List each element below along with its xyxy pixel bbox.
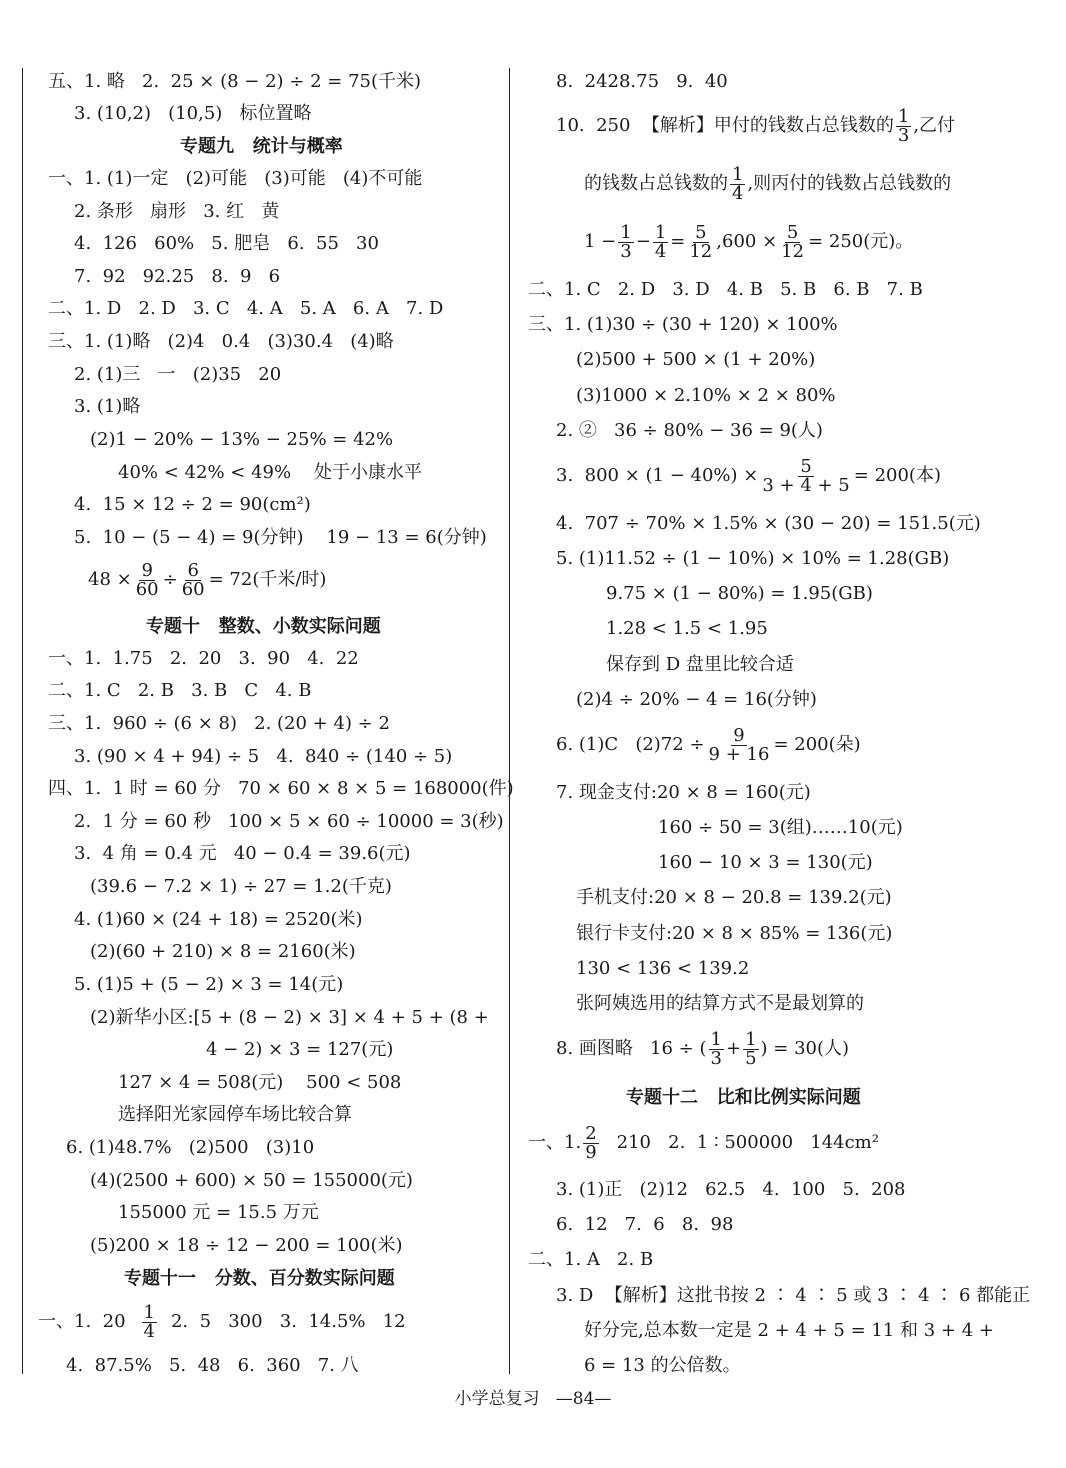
denominator: 3 + 4 + 5 [762, 474, 850, 496]
fraction [779, 221, 806, 262]
fraction [653, 221, 668, 262]
answer-line: 好分完,总本数一定是 2 + 4 + 5 = 11 和 3 + 4 + [584, 1320, 994, 1341]
numerator: 1 [745, 1028, 757, 1050]
answer-line: (2)1 − 20% − 13% − 25% = 42% [90, 429, 394, 450]
fraction [180, 559, 207, 600]
answer-line: (2)新华小区:[5 + (8 − 2) × 3] × 4 + 5 + (8 + [90, 1007, 489, 1028]
answer-line: 保存到 D 盘里比较合适 [606, 654, 794, 675]
formula-text: 3. 800 × (1 − 40%) × [556, 465, 759, 486]
denominator: 9 [585, 1141, 597, 1163]
page-footer: 小学总复习 —84— [454, 1389, 612, 1409]
formula-text: 10. 250 【解析】甲付的钱数占总钱数的 [556, 115, 894, 136]
formula-text: 210 2. 1 ∶ 500000 144cm² [616, 1132, 879, 1153]
fraction [134, 559, 161, 600]
numerator: 1 [897, 105, 910, 127]
answer-line: (5)200 × 18 ÷ 12 − 200 = 100(米) [90, 1235, 403, 1256]
answer-line: 7. 现金支付:20 × 8 = 160(元) [556, 782, 811, 803]
answer-line: 3. 4 角 = 0.4 元 40 − 0.4 = 39.6(元) [74, 843, 411, 864]
denominator: 60 [135, 578, 159, 600]
numerator: 1 [732, 163, 744, 185]
answer-line: 40% < 42% < 49% 处于小康水平 [118, 462, 422, 483]
denominator: 5 [745, 1047, 757, 1069]
formula-line [38, 1300, 406, 1344]
numerator: 1 [654, 221, 667, 243]
answer-line: 5. (1)5 + (5 − 2) × 3 = 14(元) [74, 974, 344, 995]
formula-line [556, 1027, 849, 1071]
numerator: 9 [141, 559, 153, 581]
formula-line [584, 220, 913, 264]
formula-text: ,600 × [716, 231, 778, 252]
numerator: 2 [585, 1122, 597, 1144]
answer-line: 4. 15 × 12 ÷ 2 = 90(cm²) [74, 494, 311, 515]
answer-line: 130 < 136 < 139.2 [576, 958, 750, 979]
fraction [743, 1028, 758, 1069]
formula-text: = 72(千米/时) [208, 569, 327, 590]
answer-line: 5. (1)11.52 ÷ (1 − 10%) × 10% = 1.28(GB) [556, 548, 950, 569]
answer-line: 张阿姨选用的结算方式不是最划算的 [576, 993, 864, 1014]
answer-line: 三、1. (1)略 (2)4 0.4 (3)30.4 (4)略 [48, 331, 394, 352]
fraction [730, 163, 745, 204]
numerator: 5 [800, 455, 812, 477]
formula-text: = 250(元)。 [808, 231, 914, 252]
answer-line: 二、1. C 2. D 3. D 4. B 5. B 6. B 7. B [528, 279, 923, 300]
formula-text: 一、1. [528, 1132, 582, 1153]
section-heading: 专题十 整数、小数实际问题 [146, 616, 381, 637]
formula-text: 的钱数占总钱数的 [584, 173, 728, 194]
formula-text: 1 − [584, 231, 617, 252]
fraction [707, 724, 772, 765]
numerator: 6 [187, 559, 199, 581]
denominator: 4 [654, 240, 667, 262]
formula-text: − [635, 231, 651, 252]
formula-text: + [725, 1038, 742, 1059]
answer-line: 4. 707 ÷ 70% × 1.5% × (30 − 20) = 151.5(元) [556, 513, 981, 534]
left-margin-rule [22, 68, 23, 1374]
numerator: 1 [710, 1028, 722, 1050]
denominator: 12 [781, 240, 805, 262]
answer-line: 2. (1)三 一 (2)35 20 [74, 364, 282, 385]
formula-text: ÷ [162, 569, 178, 590]
formula-text: 48 × [88, 569, 132, 590]
formula-line [584, 162, 951, 206]
answer-line: 5. 10 − (5 − 4) = 9(分钟) 19 − 13 = 6(分钟) [74, 527, 487, 548]
answer-line: 160 ÷ 50 = 3(组)……10(元) [658, 817, 903, 838]
answer-line: 6. (1)48.7% (2)500 (3)10 [66, 1137, 315, 1158]
answer-line: 3. (1)正 (2)12 62.5 4. 100 5. 208 [556, 1179, 906, 1200]
answer-line: 4 − 2) × 3 = 127(元) [206, 1039, 394, 1060]
formula-line [556, 723, 861, 767]
numerator: 5 [695, 221, 707, 243]
answer-line: 4. (1)60 × (24 + 18) = 2520(米) [74, 909, 363, 930]
answer-line: 3. D 【解析】这批书按 2 ∶ 4 ∶ 5 或 3 ∶ 4 ∶ 6 都能正 [556, 1285, 1031, 1306]
fraction [896, 105, 911, 146]
answer-line: 7. 92 92.25 8. 9 6 [74, 266, 281, 287]
answer-line: (39.6 − 7.2 × 1) ÷ 27 = 1.2(千克) [90, 876, 392, 897]
numerator: 1 [620, 221, 632, 243]
answer-line: 五、1. 略 2. 25 × (8 − 2) ÷ 2 = 75(千米) [48, 71, 422, 92]
denominator: 3 [620, 240, 632, 262]
fraction [142, 1301, 157, 1342]
answer-line: 三、1. 960 ÷ (6 × 8) 2. (20 + 4) ÷ 2 [48, 713, 390, 734]
denominator: 4 [732, 182, 744, 204]
formula-text: 2. 5 300 3. 14.5% 12 [170, 1311, 406, 1332]
answer-line: 二、1. A 2. B [528, 1249, 654, 1270]
answer-line: 160 − 10 × 3 = 130(元) [658, 852, 873, 873]
denominator: 3 [710, 1047, 722, 1069]
numerator: 5 [786, 221, 799, 243]
formula-text: ) = 30(人) [760, 1038, 850, 1059]
denominator: 12 [689, 240, 713, 262]
formula-text: = 200(朵) [773, 734, 861, 755]
answer-line: 一、1. 1.75 2. 20 3. 90 4. 22 [48, 648, 359, 669]
section-heading: 专题十一 分数、百分数实际问题 [124, 1268, 395, 1289]
formula-text: ,乙付 [913, 115, 956, 136]
formula-line [556, 104, 955, 148]
formula-text: = [670, 231, 686, 252]
answer-line: 选择阳光家园停车场比较合算 [118, 1104, 352, 1125]
answer-line: 银行卡支付:20 × 8 × 85% = 136(元) [576, 923, 893, 944]
formula-line [88, 558, 326, 602]
answer-line: (4)(2500 + 600) × 50 = 155000(元) [90, 1170, 413, 1191]
answer-line: 3. (90 × 4 + 94) ÷ 5 4. 840 ÷ (140 ÷ 5) [74, 746, 453, 767]
column-divider [509, 68, 510, 1374]
answer-line: 二、1. C 2. B 3. B C 4. B [48, 680, 312, 701]
answer-line: 2. 条形 扇形 3. 红 黄 [74, 201, 280, 222]
fraction [687, 221, 714, 262]
denominator: 60 [181, 578, 205, 600]
formula-line [556, 454, 941, 498]
denominator: 4 [143, 1320, 155, 1342]
answer-line: 3. (10,2) (10,5) 标位置略 [74, 103, 312, 124]
answer-line: 4. 87.5% 5. 48 6. 360 7. 八 [66, 1355, 359, 1376]
answer-line: 6. 12 7. 6 8. 98 [556, 1214, 734, 1235]
answer-line: 4. 126 60% 5. 肥皂 6. 55 30 [74, 233, 379, 254]
answer-line: 2. 1 分 = 60 秒 100 × 5 × 60 ÷ 10000 = 3(秒) [74, 811, 504, 832]
numerator: 1 [143, 1301, 155, 1323]
denominator: 3 [897, 124, 910, 146]
formula-text: = 200(本) [853, 465, 941, 486]
numerator: 9 [733, 724, 745, 746]
answer-line: 6 = 13 的公倍数。 [584, 1355, 741, 1376]
section-heading: 专题十二 比和比例实际问题 [626, 1087, 861, 1108]
formula-text: 一、1. 20 [38, 1311, 126, 1332]
answer-line: 127 × 4 = 508(元) 500 < 508 [118, 1072, 402, 1093]
answer-line: 二、1. D 2. D 3. C 4. A 5. A 6. A 7. D [48, 298, 444, 319]
answer-line: (2)(60 + 210) × 8 = 2160(米) [90, 941, 356, 962]
answer-line: 8. 2428.75 9. 40 [556, 71, 728, 92]
fraction [618, 221, 633, 262]
answer-line: 155000 元 = 15.5 万元 [118, 1202, 319, 1223]
answer-line: 9.75 × (1 − 80%) = 1.95(GB) [606, 583, 873, 604]
formula-text: ,则丙付的钱数占总钱数的 [747, 173, 952, 194]
answer-line: 四、1. 1 时 = 60 分 70 × 60 × 8 × 5 = 168000(件) [48, 778, 514, 799]
formula-text: 8. 画图略 16 ÷ ( [556, 1038, 707, 1059]
section-heading: 专题九 统计与概率 [180, 136, 343, 157]
answer-line: 2. ② 36 ÷ 80% − 36 = 9(人) [556, 420, 823, 441]
denominator: 9 + 16 [708, 743, 770, 765]
fraction [760, 455, 851, 496]
answer-line: 三、1. (1)30 ÷ (30 + 120) × 100% [528, 314, 838, 335]
answer-line: 手机支付:20 × 8 − 20.8 = 139.2(元) [576, 887, 892, 908]
answer-line: 一、1. (1)一定 (2)可能 (3)可能 (4)不可能 [48, 168, 423, 189]
answer-line: (2)500 + 500 × (1 + 20%) [576, 349, 816, 370]
answer-line: (3)1000 × 2.10% × 2 × 80% [576, 385, 836, 406]
answer-line: (2)4 ÷ 20% − 4 = 16(分钟) [576, 689, 817, 710]
formula-text: 6. (1)C (2)72 ÷ [556, 734, 705, 755]
formula-line [528, 1121, 879, 1165]
answer-line: 3. (1)略 [74, 396, 141, 417]
fraction [583, 1122, 598, 1163]
answer-line: 1.28 < 1.5 < 1.95 [606, 618, 768, 639]
fraction [709, 1028, 724, 1069]
